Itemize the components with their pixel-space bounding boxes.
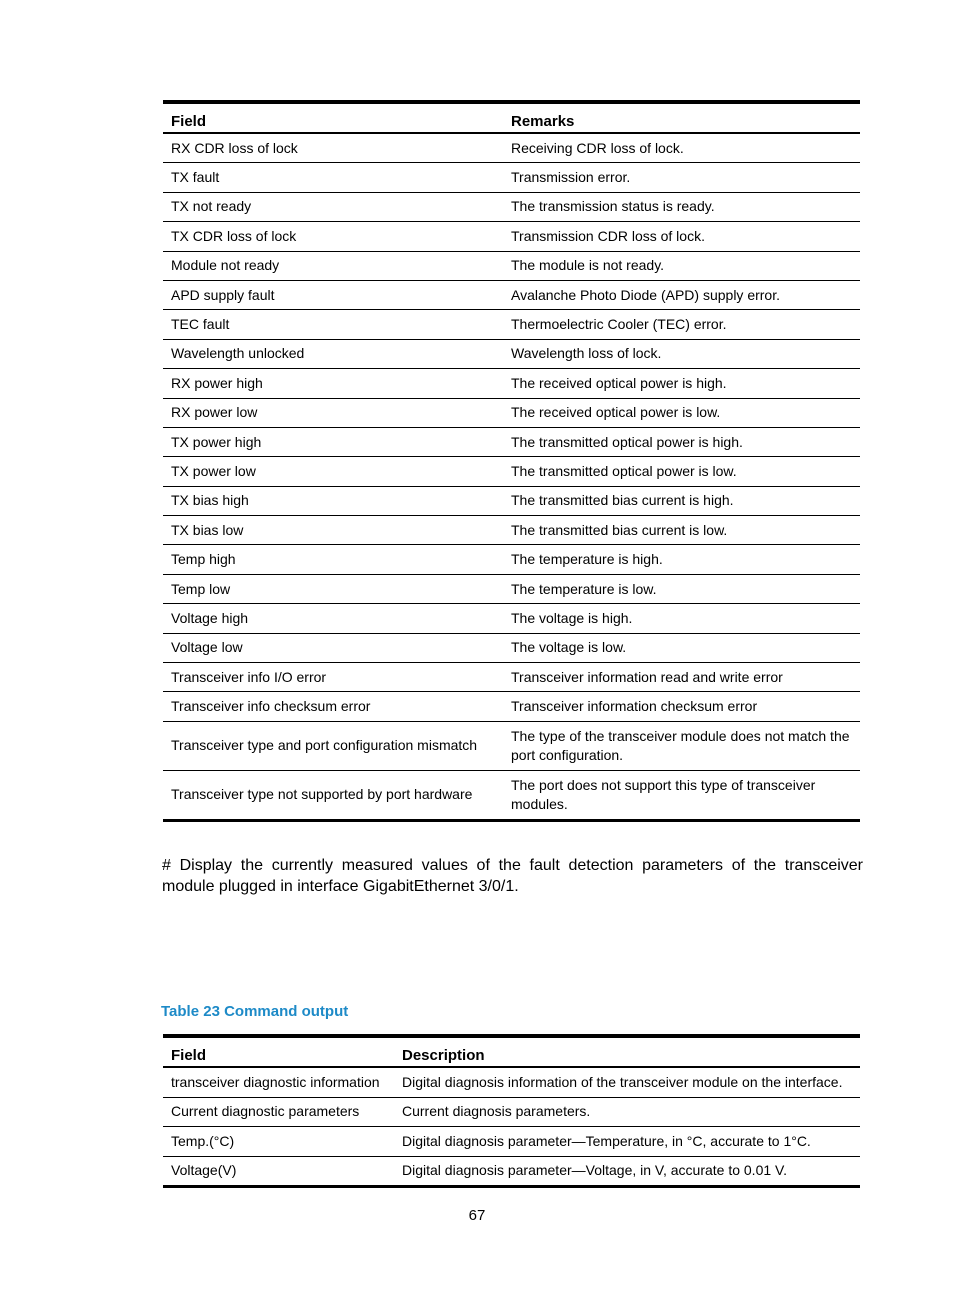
table-row <box>163 1127 860 1157</box>
table-body <box>163 1067 860 1187</box>
description-cell: Thermoelectric Cooler (TEC) error. <box>503 310 860 339</box>
table-row <box>163 251 860 280</box>
body-paragraph: # Display the currently measured values of the fault detection parameters of the transceiver module plugged in interface GigabitEthernet 3/0/1. <box>162 857 863 895</box>
table-row <box>163 516 860 545</box>
field-cell: Voltage(V) <box>163 1156 394 1187</box>
description-cell: The transmission status is ready. <box>503 192 860 221</box>
field-cell: Transceiver info checksum error <box>163 692 503 721</box>
table-row <box>163 427 860 456</box>
description-cell: Transceiver information read and write error <box>503 663 860 692</box>
table-row <box>163 398 860 427</box>
table-row <box>163 457 860 486</box>
table-row <box>163 1156 860 1187</box>
table-row <box>163 604 860 633</box>
field-cell: Transceiver type not supported by port hardware <box>163 770 503 820</box>
field-cell: TX not ready <box>163 192 503 221</box>
field-cell: Current diagnostic parameters <box>163 1097 394 1127</box>
table-row <box>163 721 860 770</box>
table-row <box>163 633 860 662</box>
table-row <box>163 692 860 721</box>
column-header-description: Description <box>394 1036 860 1067</box>
description-cell: The voltage is high. <box>503 604 860 633</box>
description-cell: Transmission error. <box>503 163 860 192</box>
description-cell: The transmitted bias current is high. <box>503 486 860 515</box>
table-row <box>163 310 860 339</box>
field-cell: TX fault <box>163 163 503 192</box>
table-body <box>163 133 860 820</box>
field-cell: TX bias high <box>163 486 503 515</box>
description-cell: The type of the transceiver module does not match the port configuration. <box>503 721 860 770</box>
table-row <box>163 280 860 309</box>
description-cell: The temperature is low. <box>503 574 860 603</box>
description-cell: The port does not support this type of transceiver modules. <box>503 770 860 820</box>
column-header-remarks: Remarks <box>503 102 860 133</box>
table-row <box>163 663 860 692</box>
description-cell: Receiving CDR loss of lock. <box>503 133 860 163</box>
field-cell: Wavelength unlocked <box>163 339 503 368</box>
description-cell: Avalanche Photo Diode (APD) supply error. <box>503 280 860 309</box>
field-cell: TX power high <box>163 427 503 456</box>
table-row <box>163 486 860 515</box>
table-caption: Table 23 Command output <box>161 1003 349 1020</box>
table-row <box>163 574 860 603</box>
table-row <box>163 133 860 163</box>
description-cell: Digital diagnosis parameter—Voltage, in V, accurate to 0.01 V. <box>394 1156 860 1187</box>
description-cell: The transmitted optical power is high. <box>503 427 860 456</box>
field-cell: Temp high <box>163 545 503 574</box>
field-cell: TX bias low <box>163 516 503 545</box>
table-row <box>163 222 860 251</box>
field-cell: RX power low <box>163 398 503 427</box>
field-cell: TX power low <box>163 457 503 486</box>
table-row <box>163 1097 860 1127</box>
table-row <box>163 192 860 221</box>
field-cell: Transceiver type and port configuration mismatch <box>163 721 503 770</box>
field-cell: Temp.(°C) <box>163 1127 394 1157</box>
field-cell: Temp low <box>163 574 503 603</box>
field-cell: Voltage low <box>163 633 503 662</box>
description-cell: The received optical power is low. <box>503 398 860 427</box>
table-header-row <box>163 1036 860 1067</box>
field-cell: Voltage high <box>163 604 503 633</box>
description-cell: The voltage is low. <box>503 633 860 662</box>
description-cell: Transceiver information checksum error <box>503 692 860 721</box>
command-output-table <box>163 1034 860 1188</box>
description-cell: Wavelength loss of lock. <box>503 339 860 368</box>
page-number: 67 <box>468 1207 486 1224</box>
description-cell: Transmission CDR loss of lock. <box>503 222 860 251</box>
description-cell: Digital diagnosis parameter—Temperature, in °C, accurate to 1°C. <box>394 1127 860 1157</box>
field-cell: TEC fault <box>163 310 503 339</box>
field-cell: RX CDR loss of lock <box>163 133 503 163</box>
field-cell: Module not ready <box>163 251 503 280</box>
field-cell: transceiver diagnostic information <box>163 1067 394 1097</box>
description-cell: The received optical power is high. <box>503 369 860 398</box>
table-row <box>163 369 860 398</box>
description-cell: The transmitted optical power is low. <box>503 457 860 486</box>
table-row <box>163 770 860 820</box>
table-header-row <box>163 102 860 133</box>
field-cell: Transceiver info I/O error <box>163 663 503 692</box>
description-cell: The transmitted bias current is low. <box>503 516 860 545</box>
table-row <box>163 163 860 192</box>
table-row <box>163 1067 860 1097</box>
description-cell: Current diagnosis parameters. <box>394 1097 860 1127</box>
description-cell: The temperature is high. <box>503 545 860 574</box>
table-row <box>163 545 860 574</box>
table-row <box>163 339 860 368</box>
field-cell: TX CDR loss of lock <box>163 222 503 251</box>
field-cell: RX power high <box>163 369 503 398</box>
column-header-field: Field <box>163 1036 394 1067</box>
fields-remarks-table <box>163 100 860 822</box>
field-cell: APD supply fault <box>163 280 503 309</box>
column-header-field: Field <box>163 102 503 133</box>
description-cell: Digital diagnosis information of the transceiver module on the interface. <box>394 1067 860 1097</box>
description-cell: The module is not ready. <box>503 251 860 280</box>
